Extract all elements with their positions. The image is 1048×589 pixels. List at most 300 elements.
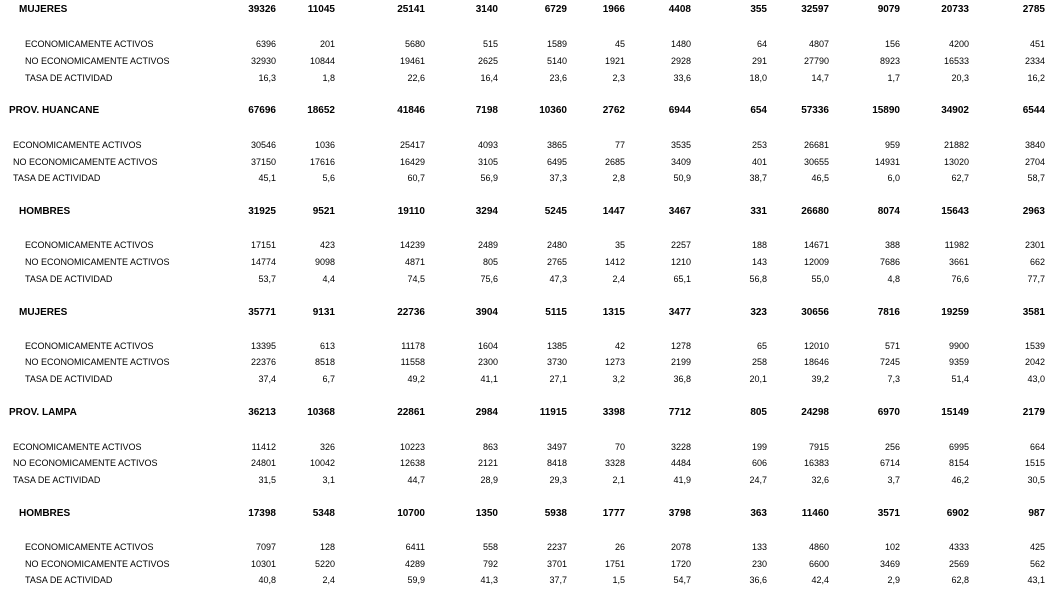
table-cell: 562 xyxy=(1029,559,1045,569)
table-cell: 16,3 xyxy=(258,73,276,83)
table-cell: 16383 xyxy=(803,458,829,468)
table-cell: 2685 xyxy=(604,157,625,167)
table-cell: 9079 xyxy=(877,4,900,15)
table-cell: 25141 xyxy=(397,4,425,15)
table-cell: 515 xyxy=(482,39,498,49)
table-cell: 41,1 xyxy=(480,374,498,384)
table-cell: 47,3 xyxy=(549,274,567,284)
table-cell: 15149 xyxy=(941,407,969,418)
table-cell: 2,3 xyxy=(612,73,625,83)
table-cell: 20733 xyxy=(941,4,969,15)
table-cell: 291 xyxy=(751,56,767,66)
table-cell: 36213 xyxy=(248,407,276,418)
table-cell: 50,9 xyxy=(673,173,691,183)
table-cell: 9359 xyxy=(948,357,969,367)
table-cell: 258 xyxy=(751,357,767,367)
row-label: TASA DE ACTIVIDAD xyxy=(25,575,113,585)
table-cell: 37,4 xyxy=(258,374,276,384)
table-cell: 58,7 xyxy=(1027,173,1045,183)
table-cell: 662 xyxy=(1029,257,1045,267)
table-cell: 571 xyxy=(884,341,900,351)
table-cell: 51,4 xyxy=(951,374,969,384)
table-cell: 2765 xyxy=(546,257,567,267)
row-label: TASA DE ACTIVIDAD xyxy=(25,374,113,384)
table-cell: 7,3 xyxy=(887,374,900,384)
table-cell: 5245 xyxy=(544,206,567,217)
table-row xyxy=(0,456,1048,470)
table-cell: 3,2 xyxy=(612,374,625,384)
table-cell: 2237 xyxy=(546,542,567,552)
table-cell: 11178 xyxy=(401,341,425,351)
table-cell: 2785 xyxy=(1022,4,1045,15)
table-cell: 18646 xyxy=(803,357,829,367)
table-cell: 3730 xyxy=(546,357,567,367)
table-cell: 3409 xyxy=(670,157,691,167)
row-label: NO ECONOMICAMENTE ACTIVOS xyxy=(25,56,170,66)
table-cell: 54,7 xyxy=(673,575,691,585)
row-label: ECONOMICAMENTE ACTIVOS xyxy=(25,39,154,49)
table-cell: 2489 xyxy=(477,240,498,250)
table-row xyxy=(0,372,1048,386)
table-cell: 6411 xyxy=(405,542,425,552)
table-row xyxy=(0,54,1048,68)
table-cell: 8418 xyxy=(546,458,567,468)
table-cell: 987 xyxy=(1028,508,1045,519)
row-label: TASA DE ACTIVIDAD xyxy=(13,173,101,183)
table-cell: 3140 xyxy=(475,4,498,15)
table-cell: 863 xyxy=(482,442,498,452)
table-cell: 1720 xyxy=(670,559,691,569)
table-cell: 2480 xyxy=(546,240,567,250)
table-cell: 6714 xyxy=(879,458,900,468)
table-cell: 26681 xyxy=(803,140,829,150)
table-cell: 41,3 xyxy=(480,575,498,585)
table-cell: 664 xyxy=(1029,442,1045,452)
table-cell: 4484 xyxy=(670,458,691,468)
table-cell: 128 xyxy=(319,542,335,552)
table-cell: 65,1 xyxy=(673,274,691,284)
table-cell: 2984 xyxy=(475,407,498,418)
row-label: MUJERES xyxy=(19,307,68,318)
table-cell: 143 xyxy=(751,257,767,267)
table-cell: 77 xyxy=(614,140,625,150)
table-row xyxy=(0,238,1048,252)
table-cell: 56,8 xyxy=(749,274,767,284)
row-label: NO ECONOMICAMENTE ACTIVOS xyxy=(25,257,170,267)
table-cell: 3398 xyxy=(602,407,625,418)
table-cell: 14239 xyxy=(399,240,425,250)
table-cell: 9900 xyxy=(948,341,969,351)
table-cell: 19259 xyxy=(941,307,969,318)
table-cell: 451 xyxy=(1029,39,1045,49)
table-cell: 2928 xyxy=(670,56,691,66)
table-cell: 16,4 xyxy=(480,73,498,83)
table-cell: 37150 xyxy=(250,157,276,167)
table-cell: 64 xyxy=(756,39,767,49)
row-label: HOMBRES xyxy=(19,206,71,217)
table-cell: 4807 xyxy=(808,39,829,49)
table-cell: 30655 xyxy=(803,157,829,167)
table-cell: 1515 xyxy=(1024,458,1045,468)
table-cell: 13020 xyxy=(943,157,969,167)
table-cell: 29,3 xyxy=(549,475,567,485)
table-cell: 2569 xyxy=(948,559,969,569)
row-label: ECONOMICAMENTE ACTIVOS xyxy=(13,442,142,452)
table-cell: 35771 xyxy=(248,307,276,318)
table-cell: 1315 xyxy=(602,307,625,318)
table-cell: 7198 xyxy=(475,105,498,116)
table-cell: 3571 xyxy=(877,508,900,519)
table-cell: 49,2 xyxy=(407,374,425,384)
table-cell: 3840 xyxy=(1024,140,1045,150)
table-cell: 6995 xyxy=(948,442,969,452)
table-cell: 62,8 xyxy=(951,575,969,585)
table-cell: 26 xyxy=(614,542,625,552)
row-label: ECONOMICAMENTE ACTIVOS xyxy=(25,240,154,250)
table-cell: 11558 xyxy=(400,357,425,367)
table-cell: 3477 xyxy=(668,307,691,318)
table-cell: 792 xyxy=(482,559,498,569)
table-cell: 4200 xyxy=(948,39,969,49)
table-cell: 3798 xyxy=(668,508,691,519)
table-cell: 9521 xyxy=(312,206,335,217)
table-row xyxy=(0,573,1048,587)
table-cell: 6944 xyxy=(668,105,691,116)
table-cell: 9098 xyxy=(314,257,335,267)
table-cell: 12009 xyxy=(803,257,829,267)
table-cell: 10301 xyxy=(250,559,276,569)
table-cell: 22376 xyxy=(250,357,276,367)
table-cell: 44,7 xyxy=(407,475,425,485)
table-row xyxy=(0,104,1048,118)
table-cell: 14774 xyxy=(250,257,276,267)
table-cell: 253 xyxy=(751,140,767,150)
table-row xyxy=(0,540,1048,554)
table-cell: 2334 xyxy=(1024,56,1045,66)
table-row xyxy=(0,255,1048,269)
table-cell: 156 xyxy=(884,39,900,49)
table-cell: 3865 xyxy=(546,140,567,150)
table-cell: 22861 xyxy=(397,407,425,418)
table-cell: 28,9 xyxy=(480,475,498,485)
table-cell: 31,5 xyxy=(258,475,276,485)
table-row xyxy=(0,205,1048,219)
table-cell: 4860 xyxy=(808,542,829,552)
table-cell: 2300 xyxy=(477,357,498,367)
table-cell: 7097 xyxy=(255,542,276,552)
table-cell: 423 xyxy=(319,240,335,250)
table-cell: 6600 xyxy=(808,559,829,569)
table-cell: 8923 xyxy=(879,56,900,66)
table-cell: 3294 xyxy=(475,206,498,217)
table-cell: 30656 xyxy=(801,307,829,318)
table-row xyxy=(0,155,1048,169)
table-cell: 2,8 xyxy=(612,173,625,183)
table-cell: 6,0 xyxy=(887,173,900,183)
table-cell: 3469 xyxy=(879,559,900,569)
table-cell: 27790 xyxy=(803,56,829,66)
table-cell: 21882 xyxy=(943,140,969,150)
table-cell: 30,5 xyxy=(1027,475,1045,485)
table-cell: 2,4 xyxy=(612,274,625,284)
table-cell: 11412 xyxy=(251,442,276,452)
table-cell: 1539 xyxy=(1024,341,1045,351)
table-cell: 45 xyxy=(614,39,625,49)
table-cell: 1447 xyxy=(602,206,625,217)
row-label: NO ECONOMICAMENTE ACTIVOS xyxy=(13,157,158,167)
table-cell: 355 xyxy=(750,4,767,15)
table-cell: 77,7 xyxy=(1027,274,1045,284)
table-cell: 2762 xyxy=(602,105,625,116)
table-cell: 32597 xyxy=(801,4,829,15)
table-row xyxy=(0,272,1048,286)
row-label: NO ECONOMICAMENTE ACTIVOS xyxy=(25,559,170,569)
row-label: HOMBRES xyxy=(19,508,71,519)
table-cell: 2,1 xyxy=(612,475,625,485)
table-cell: 5115 xyxy=(545,307,567,318)
table-cell: 6,7 xyxy=(322,374,335,384)
table-cell: 4289 xyxy=(404,559,425,569)
table-cell: 363 xyxy=(750,508,767,519)
table-cell: 19110 xyxy=(397,206,425,217)
table-cell: 17616 xyxy=(309,157,335,167)
table-cell: 18,0 xyxy=(749,73,767,83)
row-label: NO ECONOMICAMENTE ACTIVOS xyxy=(25,357,170,367)
table-cell: 1210 xyxy=(670,257,691,267)
table-cell: 2078 xyxy=(670,542,691,552)
table-cell: 3581 xyxy=(1022,307,1045,318)
table-cell: 74,5 xyxy=(407,274,425,284)
table-cell: 1278 xyxy=(670,341,691,351)
table-cell: 7712 xyxy=(668,407,691,418)
table-cell: 41846 xyxy=(397,105,425,116)
table-row xyxy=(0,138,1048,152)
table-cell: 3105 xyxy=(477,157,498,167)
table-cell: 39326 xyxy=(248,4,276,15)
table-cell: 5938 xyxy=(544,508,567,519)
table-cell: 12638 xyxy=(399,458,425,468)
table-cell: 1921 xyxy=(604,56,625,66)
table-cell: 34902 xyxy=(941,105,969,116)
table-cell: 16,2 xyxy=(1027,73,1045,83)
table-row xyxy=(0,406,1048,420)
table-cell: 256 xyxy=(884,442,900,452)
table-cell: 199 xyxy=(751,442,767,452)
row-label: MUJERES xyxy=(19,4,68,15)
table-cell: 2257 xyxy=(670,240,691,250)
table-cell: 62,7 xyxy=(951,173,969,183)
table-cell: 2301 xyxy=(1024,240,1045,250)
table-cell: 2704 xyxy=(1024,157,1045,167)
row-label: ECONOMICAMENTE ACTIVOS xyxy=(25,542,154,552)
table-cell: 38,7 xyxy=(749,173,767,183)
table-cell: 3328 xyxy=(604,458,625,468)
table-cell: 613 xyxy=(319,341,335,351)
table-cell: 2179 xyxy=(1022,407,1045,418)
row-label: ECONOMICAMENTE ACTIVOS xyxy=(25,341,154,351)
table-cell: 959 xyxy=(884,140,900,150)
table-cell: 14671 xyxy=(803,240,829,250)
table-cell: 22736 xyxy=(397,307,425,318)
table-cell: 5,6 xyxy=(322,173,335,183)
table-row xyxy=(0,473,1048,487)
table-row xyxy=(0,339,1048,353)
table-row xyxy=(0,71,1048,85)
table-cell: 3661 xyxy=(948,257,969,267)
table-cell: 53,7 xyxy=(258,274,276,284)
table-cell: 15643 xyxy=(941,206,969,217)
table-row xyxy=(0,440,1048,454)
table-row xyxy=(0,355,1048,369)
table-cell: 2,9 xyxy=(887,575,900,585)
table-cell: 32,6 xyxy=(811,475,829,485)
table-cell: 14,7 xyxy=(811,73,829,83)
table-cell: 57336 xyxy=(801,105,829,116)
table-cell: 2042 xyxy=(1024,357,1045,367)
table-cell: 10844 xyxy=(309,56,335,66)
table-cell: 36,6 xyxy=(749,575,767,585)
table-cell: 12010 xyxy=(803,341,829,351)
table-cell: 1966 xyxy=(602,4,625,15)
table-cell: 75,6 xyxy=(480,274,498,284)
table-cell: 3467 xyxy=(668,206,691,217)
table-cell: 76,6 xyxy=(951,274,969,284)
table-cell: 1751 xyxy=(604,559,625,569)
table-cell: 6495 xyxy=(546,157,567,167)
table-cell: 1777 xyxy=(602,508,625,519)
table-cell: 606 xyxy=(751,458,767,468)
table-cell: 102 xyxy=(884,542,900,552)
table-cell: 19461 xyxy=(399,56,425,66)
table-cell: 17151 xyxy=(250,240,276,250)
table-cell: 60,7 xyxy=(407,173,425,183)
table-cell: 24801 xyxy=(250,458,276,468)
table-cell: 14931 xyxy=(874,157,900,167)
table-cell: 1412 xyxy=(604,257,625,267)
table-cell: 46,5 xyxy=(811,173,829,183)
row-label: TASA DE ACTIVIDAD xyxy=(13,475,101,485)
table-cell: 11915 xyxy=(539,407,567,418)
table-cell: 13395 xyxy=(250,341,276,351)
table-cell: 40,8 xyxy=(258,575,276,585)
table-cell: 43,0 xyxy=(1027,374,1045,384)
table-cell: 37,7 xyxy=(549,575,567,585)
table-cell: 70 xyxy=(614,442,625,452)
table-cell: 5680 xyxy=(404,39,425,49)
table-cell: 3904 xyxy=(475,307,498,318)
table-cell: 11460 xyxy=(801,508,829,519)
table-cell: 20,3 xyxy=(951,73,969,83)
table-cell: 326 xyxy=(319,442,335,452)
table-cell: 1273 xyxy=(604,357,625,367)
table-cell: 7686 xyxy=(879,257,900,267)
table-cell: 7816 xyxy=(877,307,900,318)
table-cell: 17398 xyxy=(248,508,276,519)
table-row xyxy=(0,306,1048,320)
table-cell: 8074 xyxy=(877,206,900,217)
table-cell: 7245 xyxy=(879,357,900,367)
table-cell: 10700 xyxy=(397,508,425,519)
table-cell: 5140 xyxy=(546,56,567,66)
table-cell: 1,7 xyxy=(887,73,900,83)
table-cell: 24298 xyxy=(801,407,829,418)
table-cell: 4408 xyxy=(668,4,691,15)
table-cell: 5220 xyxy=(314,559,335,569)
row-label: PROV. HUANCANE xyxy=(9,105,100,116)
table-cell: 401 xyxy=(751,157,767,167)
table-cell: 2121 xyxy=(477,458,498,468)
table-cell: 3,7 xyxy=(887,475,900,485)
table-cell: 16429 xyxy=(399,157,425,167)
table-row xyxy=(0,507,1048,521)
table-cell: 20,1 xyxy=(749,374,767,384)
table-cell: 1604 xyxy=(477,341,498,351)
table-cell: 31925 xyxy=(248,206,276,217)
table-cell: 805 xyxy=(482,257,498,267)
table-row xyxy=(0,3,1048,17)
table-cell: 10223 xyxy=(399,442,425,452)
table-cell: 30546 xyxy=(250,140,276,150)
table-cell: 3,1 xyxy=(322,475,335,485)
table-cell: 55,0 xyxy=(811,274,829,284)
table-cell: 6902 xyxy=(946,508,969,519)
table-cell: 1,5 xyxy=(612,575,625,585)
table-cell: 8154 xyxy=(948,458,969,468)
table-cell: 7915 xyxy=(808,442,829,452)
table-cell: 1350 xyxy=(475,508,498,519)
table-cell: 3701 xyxy=(546,559,567,569)
table-cell: 201 xyxy=(319,39,335,49)
table-cell: 4871 xyxy=(404,257,425,267)
table-cell: 5348 xyxy=(312,508,335,519)
table-cell: 10042 xyxy=(309,458,335,468)
row-label: NO ECONOMICAMENTE ACTIVOS xyxy=(13,458,158,468)
table-cell: 25417 xyxy=(399,140,425,150)
table-cell: 1385 xyxy=(546,341,567,351)
table-cell: 36,8 xyxy=(673,374,691,384)
table-cell: 23,6 xyxy=(549,73,567,83)
table-cell: 37,3 xyxy=(549,173,567,183)
table-cell: 10368 xyxy=(307,407,335,418)
row-label: TASA DE ACTIVIDAD xyxy=(25,274,113,284)
table-cell: 425 xyxy=(1029,542,1045,552)
table-row xyxy=(0,171,1048,185)
table-cell: 6729 xyxy=(544,4,567,15)
table-cell: 24,7 xyxy=(749,475,767,485)
table-cell: 8518 xyxy=(314,357,335,367)
table-cell: 39,2 xyxy=(811,374,829,384)
table-cell: 35 xyxy=(614,240,625,250)
table-cell: 2963 xyxy=(1022,206,1045,217)
table-cell: 6396 xyxy=(255,39,276,49)
table-cell: 67696 xyxy=(248,105,276,116)
table-cell: 2,4 xyxy=(322,575,335,585)
table-cell: 323 xyxy=(750,307,767,318)
row-label: PROV. LAMPA xyxy=(9,407,77,418)
table-cell: 133 xyxy=(751,542,767,552)
table-cell: 4,4 xyxy=(322,274,335,284)
table-cell: 26680 xyxy=(801,206,829,217)
row-label: TASA DE ACTIVIDAD xyxy=(25,73,113,83)
table-row xyxy=(0,557,1048,571)
table-cell: 16533 xyxy=(943,56,969,66)
table-cell: 2199 xyxy=(670,357,691,367)
table-cell: 3497 xyxy=(546,442,567,452)
table-cell: 59,9 xyxy=(407,575,425,585)
table-cell: 65 xyxy=(756,341,767,351)
table-cell: 3228 xyxy=(670,442,691,452)
table-cell: 1480 xyxy=(670,39,691,49)
